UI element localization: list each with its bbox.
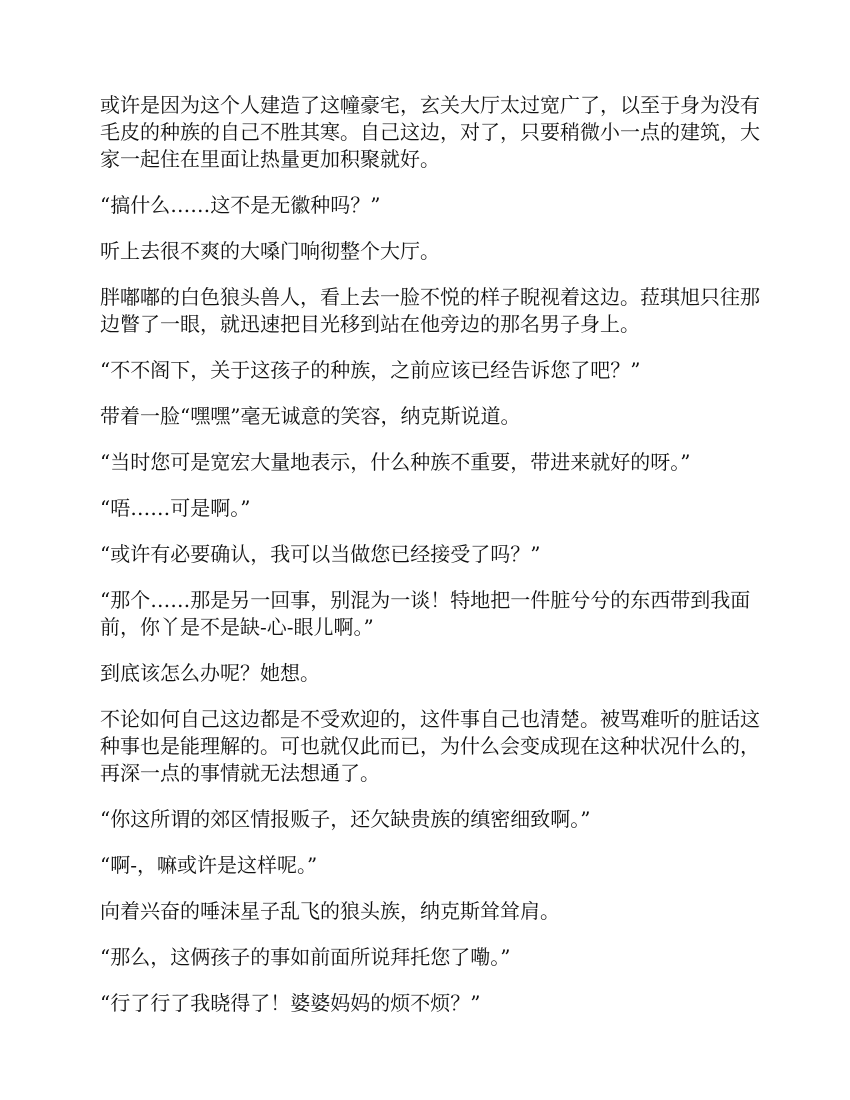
- paragraph: “啊-，嘛或许是这样呢。”: [100, 853, 318, 877]
- paragraph: “不不阁下，关于这孩子的种族，之前应该已经告诉您了吧？”: [100, 358, 641, 382]
- paragraph: 听上去很不爽的大嗓门响彻整个大厅。: [100, 239, 440, 263]
- paragraph: “你这所谓的郊区情报贩子，还欠缺贵族的缜密细致啊。”: [100, 807, 591, 831]
- paragraph: “行了行了我晓得了！婆婆妈妈的烦不烦？”: [100, 991, 481, 1015]
- paragraph: “那么，这俩孩子的事如前面所说拜托您了嘞。”: [100, 945, 511, 969]
- paragraph: “当时您可是宽宏大量地表示，什么种族不重要，带进来就好的呀。”: [100, 450, 691, 474]
- paragraph: “或许有必要确认，我可以当做您已经接受了吗？”: [100, 542, 541, 566]
- paragraph: “那个……那是另一回事，别混为一谈！特地把一件脏兮兮的东西带到我面前，你丫是不是缺-心-眼儿啊。”: [100, 588, 751, 639]
- paragraph: “唔……可是啊。”: [100, 496, 251, 520]
- document-body: [100, 92, 760, 1036]
- paragraph: 胖嘟嘟的白色狼头兽人，看上去一脸不悦的样子睨视着这边。菈琪旭只往那边瞥了一眼，就迅速把目光移到站在他旁边的那名男子身上。: [100, 285, 760, 336]
- paragraph: 到底该怎么办呢？她想。: [100, 661, 320, 685]
- paragraph: “搞什么……这不是无徽种吗？”: [100, 193, 381, 217]
- paragraph: 带着一脸“嘿嘿”毫无诚意的笑容，纳克斯说道。: [100, 404, 521, 428]
- paragraph: 不论如何自己这边都是不受欢迎的，这件事自己也清楚。被骂难听的脏话这种事也是能理解的。可也就仅此而已，为什么会变成现在这种状况什么的，再深一点的事情就无法想通了。: [100, 707, 760, 785]
- paragraph: 或许是因为这个人建造了这幢豪宅，玄关大厅太过宽广了，以至于身为没有毛皮的种族的自己不胜其寒。自己这边，对了，只要稍微小一点的建筑，大家一起住在里面让热量更加积聚就好。: [100, 93, 760, 171]
- paragraph: 向着兴奋的唾沫星子乱飞的狼头族，纳克斯耸耸肩。: [100, 899, 560, 923]
